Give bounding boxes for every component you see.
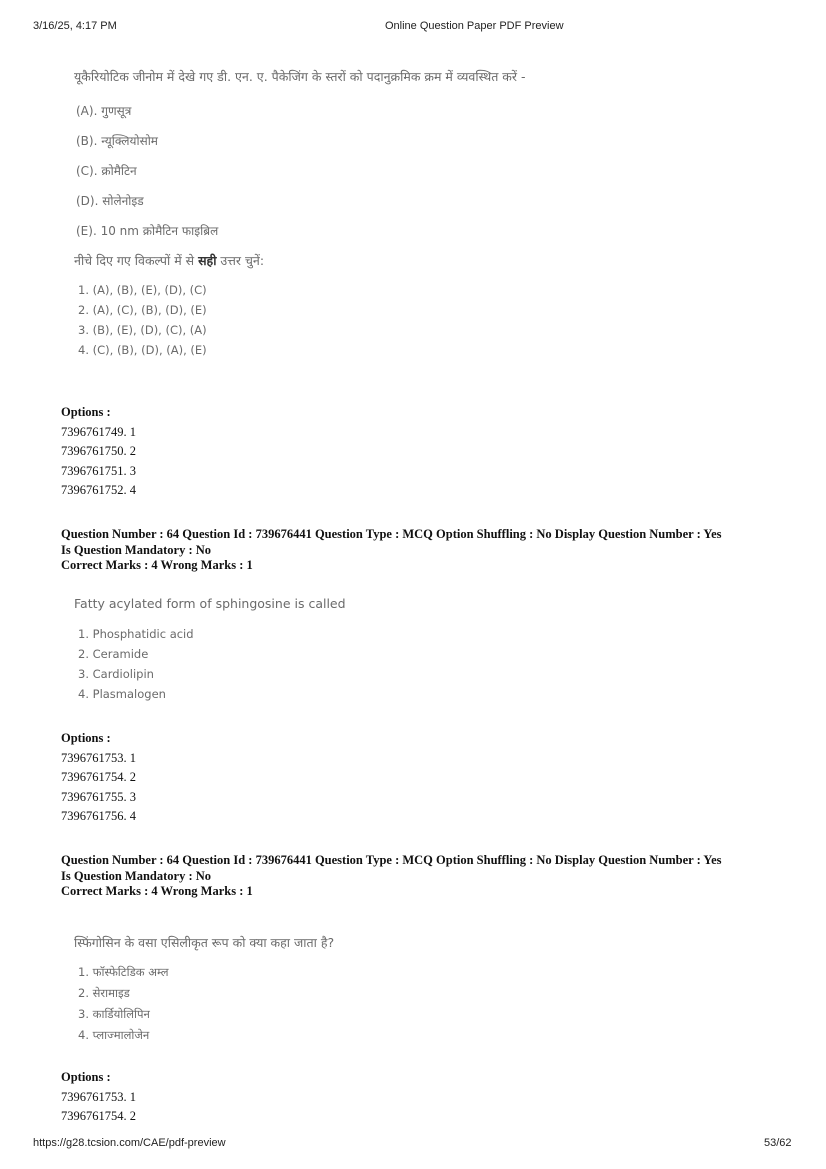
question-3-answer-4: 4. प्लाज्मालोजेन [78,1028,150,1042]
question-2-answer-1: 1. Phosphatidic acid [78,627,194,641]
question-2-meta [61,527,781,574]
print-datetime: 3/16/25, 4:17 PM [33,20,117,32]
options-label: Options : [61,731,111,745]
question-1-item-c: (C). क्रोमैटिन [76,164,137,178]
option-id: 7396761750. 2 [61,444,136,458]
question-3-answer-2: 2. सेरामाइड [78,986,130,1000]
question-1-options [61,403,136,501]
page-title: Online Question Paper PDF Preview [385,20,564,32]
options-label: Options : [61,405,111,419]
option-id: 7396761756. 4 [61,809,136,823]
question-1-item-d: (D). सोलेनोइड [76,194,144,208]
question-3-answer-1: 1. फॉस्फेटिडिक अम्ल [78,965,169,979]
option-id: 7396761753. 1 [61,1089,136,1104]
question-3-options [61,1068,136,1127]
question-3-meta [61,853,781,900]
options-label: Options : [61,1070,111,1084]
option-id: 7396761754. 2 [61,770,136,784]
footer-url: https://g28.tcsion.com/CAE/pdf-preview [33,1137,226,1149]
question-1-item-a: (A). गुणसूत्र [76,104,132,118]
question-1-stem: यूकैरियोटिक जीनोम में देखे गए डी. एन. ए. पैकेजिंग के स्तरों को पदानुक्रमिक क्रम में व्यवस्थित करें - [74,69,526,84]
question-2-answer-2: 2. Ceramide [78,647,149,661]
option-id: 7396761752. 4 [61,483,136,497]
question-3-meta-line2: Is Question Mandatory : No [61,868,212,883]
question-1-item-e: (E). 10 nm क्रोमैटिन फाइब्रिल [76,224,219,238]
question-2-meta-line2: Is Question Mandatory : No [61,542,212,557]
question-3-stem: स्फिंगोसिन के वसा एसिलीकृत रूप को क्या कहा जाता है? [74,935,335,950]
option-id: 7396761749. 1 [61,424,136,439]
question-2-options [61,729,136,827]
question-1-image [74,68,526,363]
question-2-answer-4: 4. Plasmalogen [78,687,166,701]
question-3-meta-line1: Question Number : 64 Question Id : 739676441 Question Type : MCQ Option Shuffling : No Display Question Number : Yes [61,853,722,867]
option-id: 7396761754. 2 [61,1109,136,1123]
option-id: 7396761751. 3 [61,463,136,478]
option-id: 7396761755. 3 [61,789,136,804]
question-1-answer-3: 3. (B), (E), (D), (C), (A) [78,323,207,337]
option-id: 7396761753. 1 [61,750,136,765]
question-2-answer-3: 3. Cardiolipin [78,667,154,681]
question-2-image [74,596,346,707]
question-1-answer-2: 2. (A), (C), (B), (D), (E) [78,303,207,317]
question-1-item-b: (B). न्यूक्लियोसोम [76,134,158,148]
question-3-image [74,934,334,1049]
question-2-meta-line1: Question Number : 64 Question Id : 739676441 Question Type : MCQ Option Shuffling : No Display Question Number : Yes [61,527,722,541]
question-3-answer-3: 3. कार्डियोलिपिन [78,1007,150,1021]
question-3-marks: Correct Marks : 4 Wrong Marks : 1 [61,884,253,898]
question-1-instruction: नीचे दिए गए विकल्पों में से सही उत्तर चुनें: [74,253,265,268]
question-2-marks: Correct Marks : 4 Wrong Marks : 1 [61,558,253,572]
question-1-answer-4: 4. (C), (B), (D), (A), (E) [78,343,207,357]
question-2-stem: Fatty acylated form of sphingosine is called [74,596,346,611]
page-number: 53/62 [764,1137,792,1149]
question-1-answer-1: 1. (A), (B), (E), (D), (C) [78,283,207,297]
